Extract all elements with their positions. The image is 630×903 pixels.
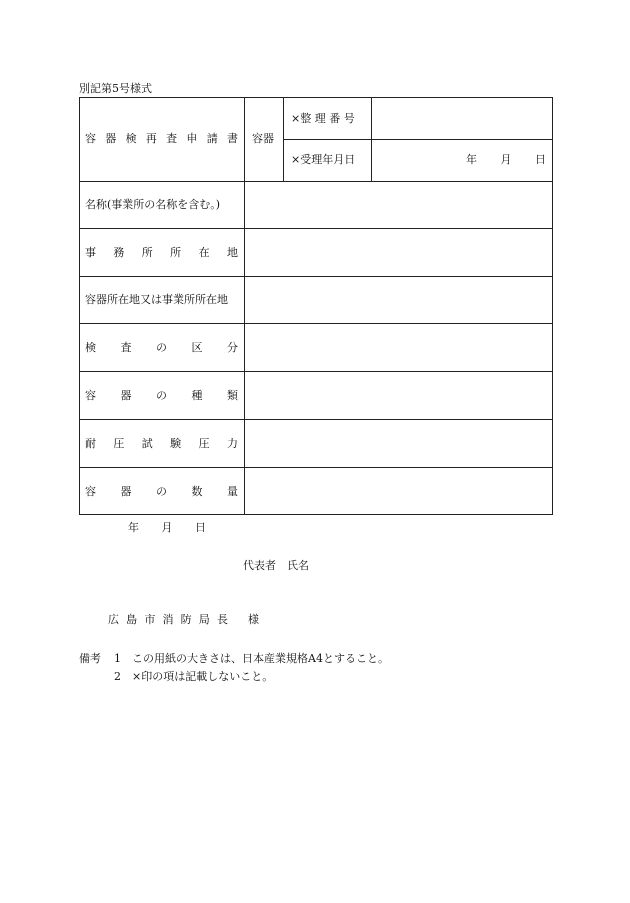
office-row-divider bbox=[283, 139, 553, 140]
container-kind-label: 容 器 の 種 類 bbox=[85, 389, 238, 402]
form-title: 容 器 検 再 査 申 請 書 bbox=[85, 132, 238, 145]
category-label: 容器 bbox=[252, 132, 274, 145]
addressee: 広 島 市 消 防 局 長 bbox=[108, 613, 228, 626]
pressure-test-label: 耐 圧 試 験 圧 力 bbox=[85, 437, 238, 450]
container-location-label: 容器所在地又は事業所所在地 bbox=[85, 293, 228, 306]
note-text: この用紙の大きさは、日本産業規格A4とすること。 bbox=[132, 652, 389, 665]
note-number: 1 bbox=[114, 652, 121, 665]
inspection-type-label: 検 査 の 区 分 bbox=[85, 341, 238, 354]
office-address-label: 事 務 所 所 在 地 bbox=[85, 246, 238, 259]
pressure-test-field[interactable] bbox=[245, 420, 552, 467]
office-address-field[interactable] bbox=[245, 229, 552, 276]
container-quantity-field[interactable] bbox=[245, 468, 552, 514]
receipt-date-label: ×受理年月日 bbox=[291, 153, 356, 166]
receipt-date-field[interactable]: 年 月 日 bbox=[466, 153, 546, 166]
application-date[interactable]: 年 月 日 bbox=[128, 521, 206, 534]
inspection-type-field[interactable] bbox=[245, 324, 552, 371]
note-number: 2 bbox=[114, 670, 121, 683]
container-kind-field[interactable] bbox=[245, 372, 552, 419]
name-field[interactable] bbox=[245, 182, 552, 228]
representative-name: 代表者 氏名 bbox=[243, 559, 309, 572]
control-number-label: ×整 理 番 号 bbox=[291, 112, 355, 125]
notes-heading: 備考 bbox=[79, 652, 101, 665]
note-text: ×印の項は記載しないこと。 bbox=[132, 670, 274, 683]
addressee-honorific: 様 bbox=[248, 613, 259, 626]
container-quantity-label: 容 器 の 数 量 bbox=[85, 485, 238, 498]
container-location-field[interactable] bbox=[245, 277, 552, 323]
control-number-field[interactable] bbox=[372, 98, 552, 138]
form-label: 別記第5号様式 bbox=[79, 82, 152, 95]
name-label: 名称(事業所の名称を含む。) bbox=[85, 198, 221, 211]
